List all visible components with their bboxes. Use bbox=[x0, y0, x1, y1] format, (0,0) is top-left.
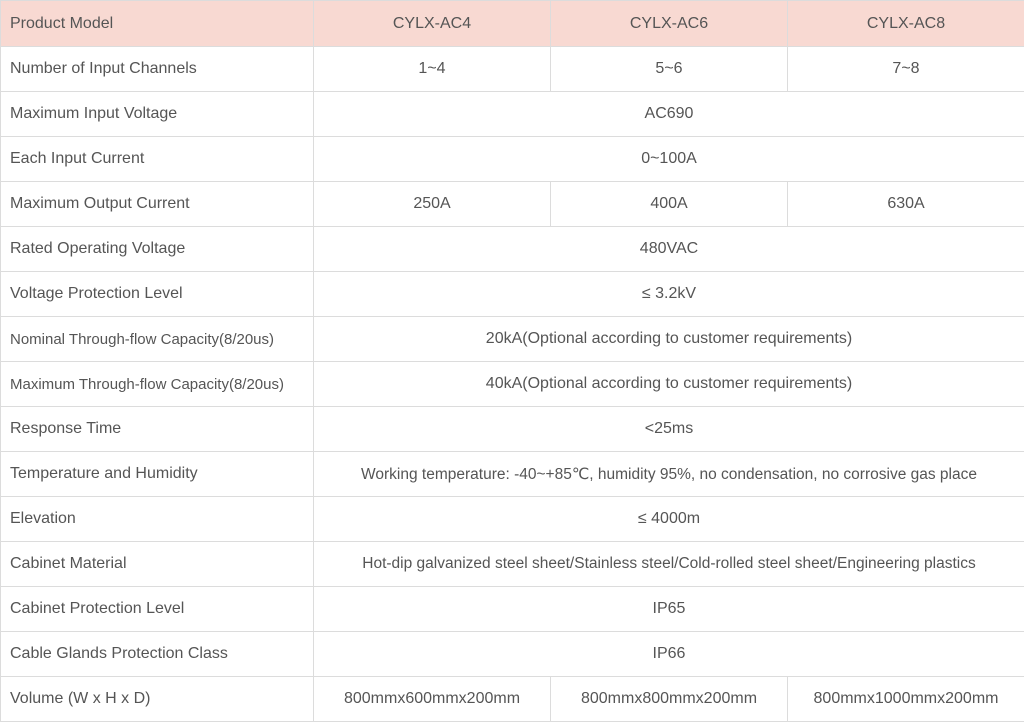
row-input-channels bbox=[1, 47, 1024, 92]
row-label: Voltage Protection Level bbox=[1, 272, 314, 317]
cell-value: 630A bbox=[788, 182, 1024, 227]
cell-value: 400A bbox=[551, 182, 788, 227]
cell-value: <25ms bbox=[314, 407, 1024, 452]
row-max-input-voltage bbox=[1, 92, 1024, 137]
row-cabinet-material bbox=[1, 542, 1024, 587]
row-elevation bbox=[1, 497, 1024, 542]
cell-value: 480VAC bbox=[314, 227, 1024, 272]
row-label: Nominal Through-flow Capacity(8/20us) bbox=[1, 317, 314, 362]
row-label: Each Input Current bbox=[1, 137, 314, 182]
row-each-input-current bbox=[1, 137, 1024, 182]
cell-value: IP65 bbox=[314, 587, 1024, 632]
cell-value: Hot-dip galvanized steel sheet/Stainless steel/Cold-rolled steel sheet/Engineering plastics bbox=[314, 542, 1024, 587]
row-label: Cabinet Material bbox=[1, 542, 314, 587]
model-cylx-ac4: CYLX-AC4 bbox=[314, 1, 551, 47]
row-label: Temperature and Humidity bbox=[1, 452, 314, 497]
row-volume bbox=[1, 677, 1024, 722]
cell-value: 800mmx800mmx200mm bbox=[551, 677, 788, 722]
row-label: Number of Input Channels bbox=[1, 47, 314, 92]
row-temperature-humidity bbox=[1, 452, 1024, 497]
row-label: Volume (W x H x D) bbox=[1, 677, 314, 722]
row-max-through-flow bbox=[1, 362, 1024, 407]
cell-value: AC690 bbox=[314, 92, 1024, 137]
row-label: Cable Glands Protection Class bbox=[1, 632, 314, 677]
row-cable-glands-protection bbox=[1, 632, 1024, 677]
row-label: Maximum Through-flow Capacity(8/20us) bbox=[1, 362, 314, 407]
cell-value: 0~100A bbox=[314, 137, 1024, 182]
row-label: Elevation bbox=[1, 497, 314, 542]
row-rated-operating-voltage bbox=[1, 227, 1024, 272]
cell-value: 1~4 bbox=[314, 47, 551, 92]
header-label: Product Model bbox=[1, 1, 314, 47]
cell-value: 800mmx600mmx200mm bbox=[314, 677, 551, 722]
model-cylx-ac6: CYLX-AC6 bbox=[551, 1, 788, 47]
row-response-time bbox=[1, 407, 1024, 452]
cell-value: 40kA(Optional according to customer requirements) bbox=[314, 362, 1024, 407]
row-label: Maximum Input Voltage bbox=[1, 92, 314, 137]
row-nominal-through-flow bbox=[1, 317, 1024, 362]
cell-value: 800mmx1000mmx200mm bbox=[788, 677, 1024, 722]
cell-value: IP66 bbox=[314, 632, 1024, 677]
row-label: Response Time bbox=[1, 407, 314, 452]
row-label: Cabinet Protection Level bbox=[1, 587, 314, 632]
row-cabinet-protection-level bbox=[1, 587, 1024, 632]
row-label: Rated Operating Voltage bbox=[1, 227, 314, 272]
cell-value: 20kA(Optional according to customer requirements) bbox=[314, 317, 1024, 362]
model-cylx-ac8: CYLX-AC8 bbox=[788, 1, 1024, 47]
row-max-output-current bbox=[1, 182, 1024, 227]
cell-value: ≤ 4000m bbox=[314, 497, 1024, 542]
row-label: Maximum Output Current bbox=[1, 182, 314, 227]
cell-value: 5~6 bbox=[551, 47, 788, 92]
cell-value: Working temperature: -40~+85℃, humidity 95%, no condensation, no corrosive gas place bbox=[314, 452, 1024, 497]
header-row bbox=[1, 1, 1024, 47]
cell-value: 250A bbox=[314, 182, 551, 227]
cell-value: ≤ 3.2kV bbox=[314, 272, 1024, 317]
cell-value: 7~8 bbox=[788, 47, 1024, 92]
row-voltage-protection-level bbox=[1, 272, 1024, 317]
